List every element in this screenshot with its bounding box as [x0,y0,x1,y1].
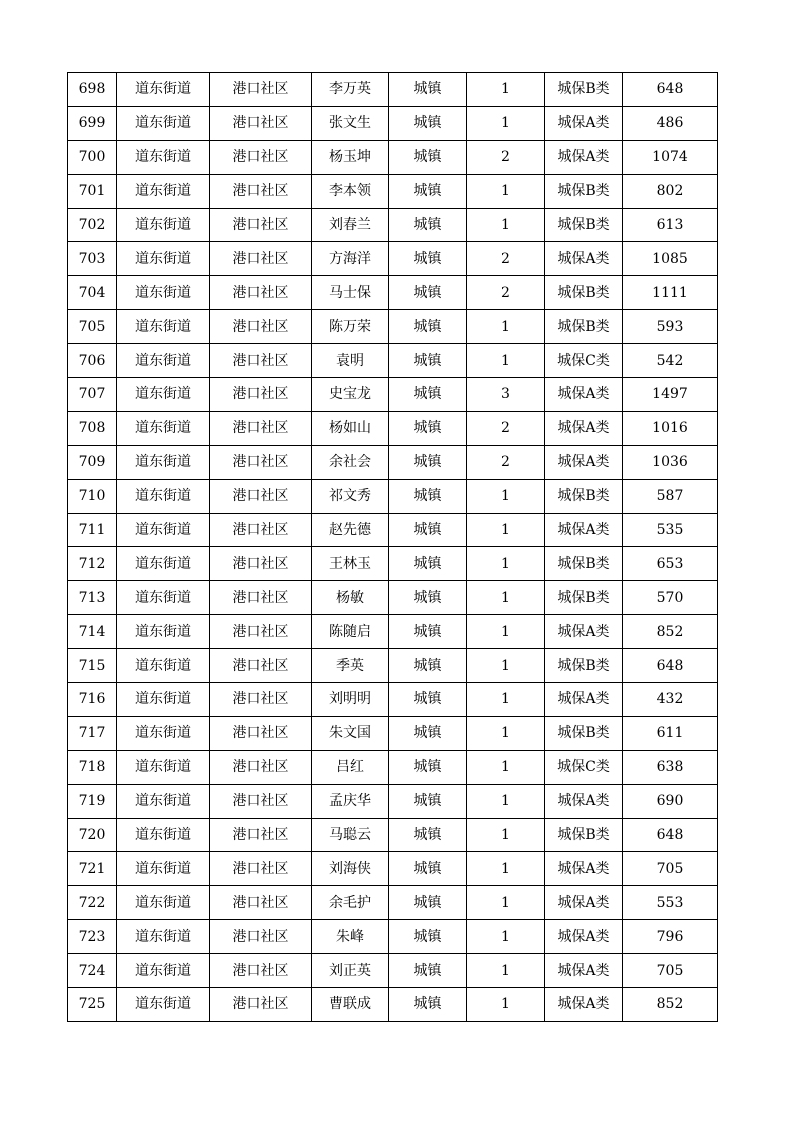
category-cell: 城保B类 [545,310,623,344]
subdistrict-cell: 道东街道 [117,683,210,717]
name-cell: 史宝龙 [312,378,389,412]
category-cell: 城保A类 [545,886,623,920]
community-cell: 港口社区 [210,479,312,513]
amount-cell: 653 [623,547,718,581]
category-cell: 城保A类 [545,954,623,988]
roster-body [68,73,718,1022]
subdistrict-cell: 道东街道 [117,852,210,886]
category-cell: 城保A类 [545,920,623,954]
category-cell: 城保B类 [545,581,623,615]
household-size-cell: 1 [467,615,545,649]
subdistrict-cell: 道东街道 [117,716,210,750]
name-cell: 朱文国 [312,716,389,750]
table-row [68,344,718,378]
category-cell: 城保B类 [545,479,623,513]
area-type-cell: 城镇 [389,73,467,107]
table-row [68,73,718,107]
community-cell: 港口社区 [210,242,312,276]
area-type-cell: 城镇 [389,818,467,852]
row-number-cell: 709 [68,445,117,479]
community-cell: 港口社区 [210,547,312,581]
amount-cell: 1085 [623,242,718,276]
subdistrict-cell: 道东街道 [117,242,210,276]
name-cell: 杨敏 [312,581,389,615]
row-number-cell: 713 [68,581,117,615]
category-cell: 城保C类 [545,344,623,378]
name-cell: 袁明 [312,344,389,378]
area-type-cell: 城镇 [389,276,467,310]
category-cell: 城保A类 [545,784,623,818]
household-size-cell: 2 [467,140,545,174]
amount-cell: 796 [623,920,718,954]
area-type-cell: 城镇 [389,581,467,615]
amount-cell: 1497 [623,378,718,412]
amount-cell: 1016 [623,411,718,445]
area-type-cell: 城镇 [389,242,467,276]
amount-cell: 613 [623,208,718,242]
table-row [68,411,718,445]
area-type-cell: 城镇 [389,683,467,717]
table-row [68,445,718,479]
name-cell: 马聪云 [312,818,389,852]
table-row [68,140,718,174]
subdistrict-cell: 道东街道 [117,513,210,547]
area-type-cell: 城镇 [389,479,467,513]
household-size-cell: 1 [467,649,545,683]
subdistrict-cell: 道东街道 [117,208,210,242]
row-number-cell: 714 [68,615,117,649]
area-type-cell: 城镇 [389,208,467,242]
community-cell: 港口社区 [210,886,312,920]
subdistrict-cell: 道东街道 [117,73,210,107]
subdistrict-cell: 道东街道 [117,615,210,649]
table-row [68,242,718,276]
community-cell: 港口社区 [210,276,312,310]
community-cell: 港口社区 [210,140,312,174]
household-size-cell: 1 [467,886,545,920]
area-type-cell: 城镇 [389,886,467,920]
name-cell: 余社会 [312,445,389,479]
subdistrict-cell: 道东街道 [117,411,210,445]
subdistrict-cell: 道东街道 [117,920,210,954]
household-size-cell: 1 [467,852,545,886]
table-row [68,954,718,988]
name-cell: 张文生 [312,106,389,140]
area-type-cell: 城镇 [389,750,467,784]
name-cell: 王林玉 [312,547,389,581]
area-type-cell: 城镇 [389,513,467,547]
table-row [68,208,718,242]
community-cell: 港口社区 [210,954,312,988]
area-type-cell: 城镇 [389,954,467,988]
community-cell: 港口社区 [210,818,312,852]
name-cell: 李本领 [312,174,389,208]
household-size-cell: 3 [467,378,545,412]
table-row [68,310,718,344]
row-number-cell: 717 [68,716,117,750]
household-size-cell: 1 [467,750,545,784]
row-number-cell: 712 [68,547,117,581]
subdistrict-cell: 道东街道 [117,479,210,513]
name-cell: 方海洋 [312,242,389,276]
subdistrict-cell: 道东街道 [117,886,210,920]
community-cell: 港口社区 [210,920,312,954]
category-cell: 城保B类 [545,547,623,581]
area-type-cell: 城镇 [389,649,467,683]
area-type-cell: 城镇 [389,411,467,445]
row-number-cell: 699 [68,106,117,140]
area-type-cell: 城镇 [389,988,467,1022]
row-number-cell: 708 [68,411,117,445]
area-type-cell: 城镇 [389,174,467,208]
category-cell: 城保A类 [545,106,623,140]
row-number-cell: 710 [68,479,117,513]
table-row [68,920,718,954]
community-cell: 港口社区 [210,344,312,378]
table-row [68,479,718,513]
community-cell: 港口社区 [210,649,312,683]
table-row [68,852,718,886]
amount-cell: 690 [623,784,718,818]
category-cell: 城保B类 [545,73,623,107]
row-number-cell: 707 [68,378,117,412]
table-row [68,750,718,784]
table-row [68,886,718,920]
table-row [68,649,718,683]
row-number-cell: 723 [68,920,117,954]
area-type-cell: 城镇 [389,852,467,886]
subdistrict-cell: 道东街道 [117,344,210,378]
subdistrict-cell: 道东街道 [117,445,210,479]
amount-cell: 648 [623,649,718,683]
row-number-cell: 725 [68,988,117,1022]
amount-cell: 852 [623,615,718,649]
name-cell: 吕红 [312,750,389,784]
area-type-cell: 城镇 [389,615,467,649]
amount-cell: 852 [623,988,718,1022]
name-cell: 季英 [312,649,389,683]
subdistrict-cell: 道东街道 [117,310,210,344]
table-row [68,581,718,615]
amount-cell: 1111 [623,276,718,310]
category-cell: 城保A类 [545,411,623,445]
community-cell: 港口社区 [210,106,312,140]
name-cell: 陈随启 [312,615,389,649]
area-type-cell: 城镇 [389,716,467,750]
row-number-cell: 722 [68,886,117,920]
community-cell: 港口社区 [210,310,312,344]
community-cell: 港口社区 [210,73,312,107]
community-cell: 港口社区 [210,445,312,479]
name-cell: 李万英 [312,73,389,107]
household-size-cell: 1 [467,513,545,547]
household-size-cell: 1 [467,988,545,1022]
row-number-cell: 718 [68,750,117,784]
community-cell: 港口社区 [210,683,312,717]
category-cell: 城保A类 [545,988,623,1022]
category-cell: 城保A类 [545,140,623,174]
table-row [68,513,718,547]
category-cell: 城保A类 [545,683,623,717]
name-cell: 余毛护 [312,886,389,920]
amount-cell: 1036 [623,445,718,479]
household-size-cell: 1 [467,547,545,581]
subdistrict-cell: 道东街道 [117,818,210,852]
community-cell: 港口社区 [210,852,312,886]
table-row [68,174,718,208]
name-cell: 赵先德 [312,513,389,547]
subdistrict-cell: 道东街道 [117,988,210,1022]
row-number-cell: 700 [68,140,117,174]
amount-cell: 802 [623,174,718,208]
household-size-cell: 1 [467,106,545,140]
amount-cell: 648 [623,73,718,107]
subdistrict-cell: 道东街道 [117,140,210,174]
row-number-cell: 724 [68,954,117,988]
row-number-cell: 704 [68,276,117,310]
row-number-cell: 711 [68,513,117,547]
amount-cell: 648 [623,818,718,852]
subdistrict-cell: 道东街道 [117,276,210,310]
area-type-cell: 城镇 [389,344,467,378]
name-cell: 祁文秀 [312,479,389,513]
amount-cell: 432 [623,683,718,717]
community-cell: 港口社区 [210,513,312,547]
row-number-cell: 716 [68,683,117,717]
subdistrict-cell: 道东街道 [117,750,210,784]
table-row [68,683,718,717]
household-size-cell: 1 [467,581,545,615]
household-size-cell: 1 [467,344,545,378]
name-cell: 刘明明 [312,683,389,717]
roster-table [67,72,718,1022]
household-size-cell: 1 [467,479,545,513]
household-size-cell: 1 [467,716,545,750]
amount-cell: 486 [623,106,718,140]
name-cell: 刘正英 [312,954,389,988]
community-cell: 港口社区 [210,615,312,649]
subdistrict-cell: 道东街道 [117,106,210,140]
community-cell: 港口社区 [210,208,312,242]
table-row [68,378,718,412]
category-cell: 城保B类 [545,208,623,242]
community-cell: 港口社区 [210,716,312,750]
table-row [68,818,718,852]
community-cell: 港口社区 [210,581,312,615]
row-number-cell: 698 [68,73,117,107]
category-cell: 城保A类 [545,445,623,479]
table-row [68,716,718,750]
name-cell: 杨玉坤 [312,140,389,174]
subdistrict-cell: 道东街道 [117,378,210,412]
area-type-cell: 城镇 [389,310,467,344]
household-size-cell: 1 [467,310,545,344]
community-cell: 港口社区 [210,988,312,1022]
name-cell: 孟庆华 [312,784,389,818]
row-number-cell: 702 [68,208,117,242]
table-row [68,784,718,818]
area-type-cell: 城镇 [389,445,467,479]
amount-cell: 705 [623,852,718,886]
category-cell: 城保B类 [545,174,623,208]
subdistrict-cell: 道东街道 [117,581,210,615]
category-cell: 城保A类 [545,852,623,886]
community-cell: 港口社区 [210,378,312,412]
amount-cell: 1074 [623,140,718,174]
name-cell: 朱峰 [312,920,389,954]
subdistrict-cell: 道东街道 [117,174,210,208]
row-number-cell: 720 [68,818,117,852]
community-cell: 港口社区 [210,174,312,208]
amount-cell: 587 [623,479,718,513]
category-cell: 城保C类 [545,750,623,784]
category-cell: 城保B类 [545,649,623,683]
household-size-cell: 1 [467,920,545,954]
amount-cell: 611 [623,716,718,750]
area-type-cell: 城镇 [389,920,467,954]
table-row [68,988,718,1022]
household-size-cell: 1 [467,818,545,852]
category-cell: 城保B类 [545,818,623,852]
name-cell: 陈万荣 [312,310,389,344]
subdistrict-cell: 道东街道 [117,954,210,988]
category-cell: 城保A类 [545,378,623,412]
area-type-cell: 城镇 [389,106,467,140]
area-type-cell: 城镇 [389,378,467,412]
table-row [68,615,718,649]
category-cell: 城保B类 [545,716,623,750]
amount-cell: 570 [623,581,718,615]
area-type-cell: 城镇 [389,140,467,174]
name-cell: 杨如山 [312,411,389,445]
name-cell: 曹联成 [312,988,389,1022]
household-size-cell: 2 [467,276,545,310]
name-cell: 马士保 [312,276,389,310]
name-cell: 刘春兰 [312,208,389,242]
community-cell: 港口社区 [210,750,312,784]
category-cell: 城保A类 [545,615,623,649]
household-size-cell: 1 [467,174,545,208]
community-cell: 港口社区 [210,784,312,818]
category-cell: 城保A类 [545,242,623,276]
household-size-cell: 1 [467,784,545,818]
category-cell: 城保B类 [545,276,623,310]
table-row [68,547,718,581]
row-number-cell: 706 [68,344,117,378]
amount-cell: 535 [623,513,718,547]
category-cell: 城保A类 [545,513,623,547]
row-number-cell: 705 [68,310,117,344]
household-size-cell: 2 [467,411,545,445]
household-size-cell: 2 [467,445,545,479]
table-row [68,106,718,140]
subdistrict-cell: 道东街道 [117,649,210,683]
table-row [68,276,718,310]
name-cell: 刘海侠 [312,852,389,886]
household-size-cell: 1 [467,683,545,717]
row-number-cell: 719 [68,784,117,818]
amount-cell: 638 [623,750,718,784]
amount-cell: 542 [623,344,718,378]
row-number-cell: 701 [68,174,117,208]
household-size-cell: 1 [467,954,545,988]
row-number-cell: 715 [68,649,117,683]
subdistrict-cell: 道东街道 [117,547,210,581]
subdistrict-cell: 道东街道 [117,784,210,818]
row-number-cell: 721 [68,852,117,886]
household-size-cell: 1 [467,208,545,242]
row-number-cell: 703 [68,242,117,276]
household-size-cell: 1 [467,73,545,107]
area-type-cell: 城镇 [389,547,467,581]
amount-cell: 593 [623,310,718,344]
area-type-cell: 城镇 [389,784,467,818]
household-size-cell: 2 [467,242,545,276]
amount-cell: 553 [623,886,718,920]
community-cell: 港口社区 [210,411,312,445]
amount-cell: 705 [623,954,718,988]
